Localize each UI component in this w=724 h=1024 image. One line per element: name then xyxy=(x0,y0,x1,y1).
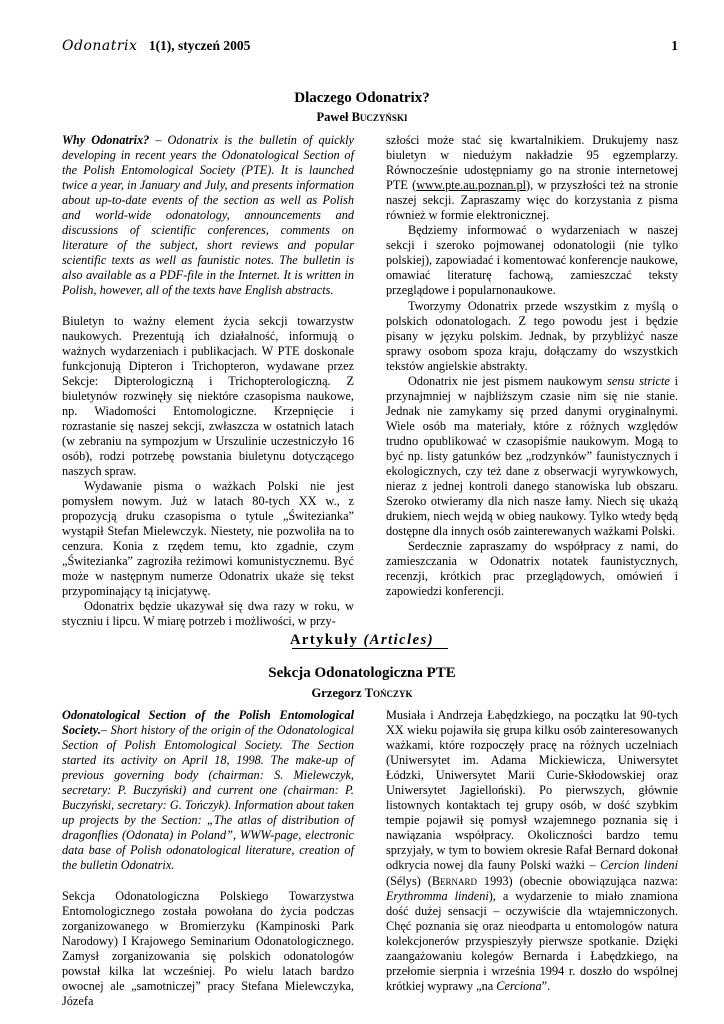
article2-abstract xyxy=(62,708,354,874)
article2-paragraph: Sekcja Odonatologiczna Polskiego Towarzystwa Entomologicznego została powołana do życia podczas zorganizowanego w Bromierzyku (Kampinoski Park Narodowy) I Krajowego Seminarium Odonatologicznego. Zamysł zorganizowania się polskich odonatologów powstał kilka lat wcześniej. Po wielu latach bardzo owocnej ale „samotniczej” pracy Stefana Mielewczyka, Józefa xyxy=(62,888,354,1008)
article2-author-last: Tończyk xyxy=(364,686,413,700)
text-run: ), w przyszłości też na stronie naszej sekcji. Zapraszamy więc do korzystania z pisma również w formie elektronicznej. xyxy=(386,178,678,223)
article1-paragraph: Będziemy informować o wydarzeniach w naszej sekcji i szeroko pojmowanej odonatologii (nie tylko polskiej), zapowiadać i komentować konferencje naukowe, omawiać literaturę fachową, zamieszczać teksty przeglądowe i popularnonaukowe. xyxy=(386,223,678,298)
text-run: ), a wydarzenie to miało znamiona dość dużej sensacji – oczywiście dla wtajemniczonych. Chęć poznania się oraz nieodparta u entomologów natura kolekcjonerów przyspieszyły pierwsze spotkanie. Dzięki zaangażowaniu kolegów Bernarda i Łabędzkiego, na przełomie sierpnia i września 1994 r. doszło do wspólnej krótkiej wyprawy „na xyxy=(386,888,678,993)
article2-paragraph xyxy=(386,708,678,994)
article1-paragraph: Serdecznie zapraszamy do współpracy z nami, do zamieszczania w Odonatrix notatek faunistycznych, recenzji, krótkich prac przeglądowych, omówień i zapowiedzi konferencji. xyxy=(386,539,678,599)
page-header xyxy=(62,38,678,60)
article1-paragraph: Wydawanie pisma o ważkach Polski nie jest pomysłem nowym. Już w latach 80-tych XX w., z propozycją druku czasopisma o tytule „Świtezianka” wystąpił Stefan Mielewczyk. Niestety, nie pozwoliła na to cenzura. Konia z rzędem temu, kto zgadnie, czym „Świtezianka” zagroziła reżimowi komunistycznemu. Być może w następnym numerze Odonatrix ukaże się tekst przypominający tą inicjatywę. xyxy=(62,479,354,599)
species-name: Cercion lindeni xyxy=(600,858,678,873)
citation-author: Bernard xyxy=(431,873,478,888)
text-run: i przynajmniej w najbliższym czasie nim się nie stanie. Jednak nie zamykamy się przed danymi oryginalnymi. Wiele osób ma materiały, które z różnych względów trudno opublikować w czasopiśmie naukowym. Mogą to być np. listy gatunków bez „rodzynków” faunistycznych i ekologicznych, czy też dane z obserwacji wyrywkowych, nieraz z jednej kontroli danego stanowiska lub obszaru. Szeroko otwieramy dla nich nasze łamy. Niech się ukażą drukiem, niech wejdą w obieg naukowy. Tylko wtedy będą dostępne dla innych osób zainterewanych ważkami Polski. xyxy=(386,373,678,539)
article1-left-column xyxy=(62,133,354,630)
species-name: Erythromma lindeni xyxy=(386,888,489,903)
article1-paragraph: Biuletyn to ważny element życia sekcji towarzystw naukowych. Prezentują ich działalność, informują o ważnych wydarzeniach i publikacjach. W PTE doskonale funkcjonują Dipteron i Trichopteron, wydawane przez Sekcje: Dipterologiczną i Trichopterologiczną. Z biuletynów rozwinęły się niektóre czasopisma naukowe, np. Wiadomości Entomologiczne. Krzepnięcie i rozrastanie się naszej sekcji, zwłaszcza w ostatnich latach (w zebraniu na sympozjum w Urszulinie uczestniczyło 16 osób), rodzi potrzebę powstania biuletynu dotyczącego naszych spraw. xyxy=(62,313,354,478)
article1-paragraph: Odonatrix będzie ukazywał się dwa razy w roku, w styczniu i lipcu. W miarę potrzeb i możliwości, w przy- xyxy=(62,599,354,629)
section-title-en: (Articles) xyxy=(363,632,435,648)
article2-abstract-lead: Odonatological Section of the Polish Entomological Society. xyxy=(62,708,354,738)
species-name: Cerciona xyxy=(496,978,542,993)
article1-title: Dlaczego Odonatrix? xyxy=(294,90,430,106)
article1-abstract xyxy=(62,133,354,299)
section-heading xyxy=(0,632,724,649)
text-run: Odonatrix nie jest pismem naukowym xyxy=(408,373,608,388)
article1-abstract-text: – Odonatrix is the bulletin of quickly developing in recent years the Odonatological Section of the Polish Entomological Society (PTE). It is launched twice a year, in January and July, and presents information about up-to-date events of the section as well as Polish and world-wide odonatology, announcements and discussions of scientific conferences, comments on literature of the subject, short reviews and popular scientific texts as well as faunistic notes. The bulletin is also available as a PDF-file in the Internet. It is written in Polish, however, all of the texts have English abstracts. xyxy=(62,133,354,298)
article1-paragraph xyxy=(386,133,678,223)
article2-left-column xyxy=(62,708,354,1009)
article1-abstract-lead: Why Odonatrix? xyxy=(62,133,150,147)
article1-paragraph: Tworzymy Odonatrix przede wszystkim z myślą o polskich odonatologach. Z tego powodu jest i będzie pisany w języku polskim. Jednak, by przybliżyć nasze sprawy osobom spoza kraju, dołączamy do wszystkich tekstów angielskie abstrakty. xyxy=(386,298,678,373)
article2-author xyxy=(0,686,724,701)
text-run: ”. xyxy=(541,978,551,993)
article1-author xyxy=(0,110,724,125)
text-run-italic: sensu stricte xyxy=(607,373,670,388)
text-run: 1993) (obecnie obowiązująca nazwa: xyxy=(477,873,679,888)
article2-title: Sekcja Odonatologiczna PTE xyxy=(268,665,456,681)
text-run: szłości może stać się kwartalnikiem. Drukujemy nasz biuletyn w niedużym nakładzie 95 egzemplarzy. Równocześnie udostępniamy go na stronie internetowej PTE ( xyxy=(386,133,678,193)
text-run: (Sélys) ( xyxy=(386,873,432,888)
text-run: Musiała i Andrzeja Łabędzkiego, na początku lat 90-tych XX wieku pojawiła się grupa kilku osób zainteresowanych ważkami, które rozpoczęły pracę na różnych uczelniach (Uniwersytet im. Adama Mickiewicza, Uniwersytet Łódzki, Uniwersytet Marii Curie-Skłodowskiej oraz Uniwersytet Jagielloński). Po pierwszych, głównie listownych kontaktach tej grupy osób, w dość szybkim tempie pojawił się pomysł wzajemnego poznania się i nawiązania współpracy. Okoliczności bardzo temu sprzyjały, w tym to bowiem okresie Rafał Bernard dokonał odkrycia nowej dla fauny Polski ważki – xyxy=(386,708,678,873)
article1-paragraph xyxy=(386,374,678,540)
article1-author-first: Paweł xyxy=(316,110,349,124)
article1-right-column xyxy=(386,133,678,599)
article1-author-last: Buczyński xyxy=(351,110,408,124)
pte-website-link[interactable]: www.pte.au.poznan.pl xyxy=(416,178,527,193)
journal-name: Odonatrix xyxy=(62,38,138,54)
section-underline xyxy=(292,648,448,649)
article2-author-first: Grzegorz xyxy=(311,686,362,700)
page-number: 1 xyxy=(671,38,678,53)
issue-info: 1(1), styczeń 2005 xyxy=(148,38,251,53)
article2-right-column xyxy=(386,708,678,994)
section-title-pl: Artykuły xyxy=(289,632,359,648)
article2-abstract-text: – Short history of the origin of the Odonatological Section of Polish Entomological Society. The Section started its activity on April 18, 1998. The make-up of previous governing body (chairman: S. Mielewczyk, secretary: P. Buczyński) and current one (chairman: P. Buczyński, secretary: G. Tończyk). Information about taken up projects by the Section: „The atlas of distribution of dragonflies (Odonata) in Poland”, WWW-page, electronic data base of Polish odonatological literature, creation of the bulletin Odonatrix. xyxy=(62,723,354,873)
